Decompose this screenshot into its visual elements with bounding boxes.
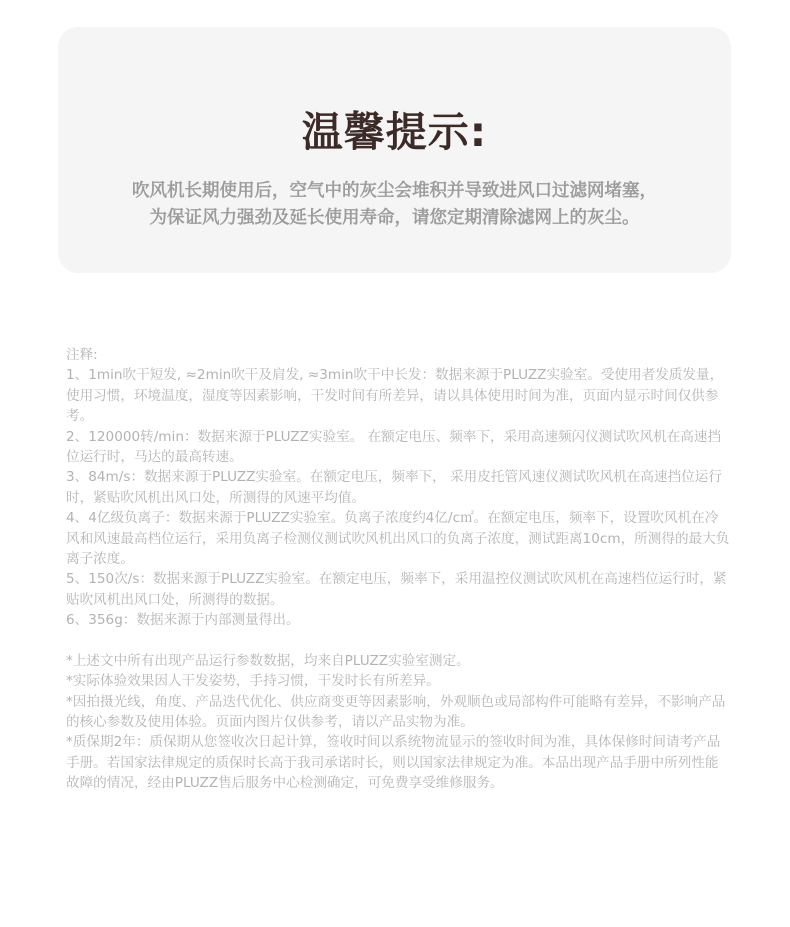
note-item: 2、120000转/min：数据来源于PLUZZ实验室。 在额定电压、频率下，采用高速频闪仪测试吹风机在高速挡位运行时，马达的最高转速。 — [66, 428, 722, 466]
notes-section — [66, 345, 730, 794]
tip-line: 为保证风力强劲及延长使用寿命，请您定期清除滤网上的灰尘。 — [149, 208, 640, 228]
disclaimer-item: *因拍摄光线，角度、产品迭代优化、供应商变更等因素影响，外观顺色或局部构件可能略有差异，不影响产品的核心参数及使用体验。页面内图片仅供参考，请以产品实物为准。 — [66, 693, 726, 730]
note-item: 1、1min吹干短发, ≈2min吹干及肩发, ≈3min吹干中长发：数据来源于PLUZZ实验室。受使用者发质发量，使用习惯，环境温度，湿度等因素影响，干发时间有所差异，请以具体使用时间为准，页面内显示时间仅供参考。 — [66, 367, 724, 425]
disclaimer-item: *质保期2年：质保期从您签收次日起计算，签收时间以系统物流显示的签收时间为准，具体保修时间请考产品手册。若国家法律规定的质保时长高于我司承诺时长，则以国家法律规定为准。本品出现产品手册中所列性能故障的情况，经由PLUZZ售后服务中心检测确定，可免费享受维修服务。 — [66, 734, 721, 792]
notes-heading: 注释: — [66, 347, 98, 363]
tip-line: 吹风机长期使用后，空气中的灰尘会堆积并导致进风口过滤网堵塞， — [132, 181, 657, 201]
note-item: 6、356g：数据来源于内部测量得出。 — [66, 612, 300, 629]
note-item: 5、150次/s：数据来源于PLUZZ实验室。在额定电压，频率下，采用温控仪测试吹风机在高速档位运行时，紧贴吹风机出风口处，所测得的数据。 — [66, 571, 727, 608]
tip-title: 温馨提示: — [301, 108, 488, 156]
tip-card — [58, 27, 731, 273]
disclaimer-item: *实际体验效果因人干发姿势，手持习惯，干发时长有所差异。 — [66, 673, 440, 690]
disclaimer-list — [66, 651, 730, 794]
spacer — [66, 631, 730, 651]
tip-message — [58, 178, 731, 232]
note-item: 4、4亿级负离子：数据来源于PLUZZ实验室。负离子浓度约4亿/c㎡。在额定电压，频率下，设置吹风机在冷风和风速最高档位运行，采用负离子检测仪测试吹风机出风口的负离子浓度，测试距离10cm，所测得的最大负离子浓度。 — [66, 510, 730, 568]
note-item: 3、84m/s：数据来源于PLUZZ实验室。在额定电压，频率下， 采用皮托管风速仪测试吹风机在高速挡位运行时，紧贴吹风机出风口处，所测得的风速平均值。 — [66, 469, 722, 506]
disclaimer-item: *上述文中所有出现产品运行参数数据，均来自PLUZZ实验室测定。 — [66, 652, 470, 669]
notes-list — [66, 365, 730, 630]
